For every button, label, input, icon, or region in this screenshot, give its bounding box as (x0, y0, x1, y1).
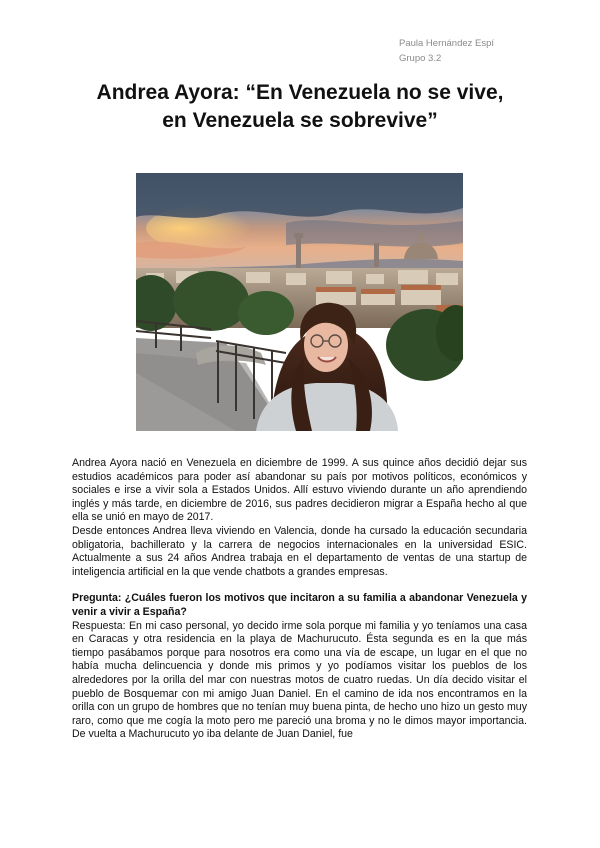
paragraph-spacer (72, 579, 527, 592)
author-block (399, 36, 494, 66)
interview-answer: Respuesta: En mi caso personal, yo decido irme sola porque mi familia y yo teníamos una casa en Caracas y otra residencia en la playa de Machurucuto. Ésta segunda es en la que más tiempo pasábamos porque para nosotros era como una vía de escape, un lugar en el que no había mucha delincuencia y donde mis primos y yo podíamos visitar los pueblos de los alrededores por la orilla del mar con nuestras motos de cuatro ruedas. Un día decido visitar el pueblo de Bosquemar con mi amigo Juan Daniel. En el camino de ida nos encontramos en la orilla con un grupo de hombres que no tenían muy buena pinta, de hecho uno hizo un gesto muy raro, como que me cogía la moto pero me pareció una broma y no le dimos mayor importancia. De vuelta a Machurucuto yo iba delante de Juan Daniel, fue (72, 619, 527, 741)
title-line-1: Andrea Ayora: “En Venezuela no se vive, (96, 81, 504, 104)
intro-paragraph-1: Andrea Ayora nació en Venezuela en diciembre de 1999. A sus quince años decidió dejar sus estudios académicos para poder así abandonar su país por motivos políticos, económicos y sociales e irse a vivir sola a Estados Unidos. Allí estuvo viviendo durante un año aprendiendo inglés y más tarde, en diciembre de 2016, sus padres decidieron migrar a España hecho al que ella se unió en mayo de 2017. (72, 457, 527, 524)
article-title (50, 79, 550, 135)
title-line-2: en Venezuela se sobrevive” (162, 109, 438, 132)
article-body (72, 457, 527, 742)
portrait-photo (136, 173, 463, 431)
group-label: Grupo 3.2 (399, 53, 442, 64)
interview-question: Pregunta: ¿Cuáles fueron los motivos que incitaron a su familia a abandonar Venezuela y venir a vivir a España? (72, 592, 527, 618)
author-name: Paula Hernández Espí (399, 38, 495, 49)
intro-paragraph-2: Desde entonces Andrea lleva viviendo en Valencia, donde ha cursado la educación secundaria obligatoria, bachillerato y la carrera de negocios internacionales en la universidad ESIC. Actualmente a sus 24 años Andrea trabaja en el departamento de ventas de una startup de inteligencia artificial en la que vende chatbots a grandes empresas. (72, 524, 527, 578)
